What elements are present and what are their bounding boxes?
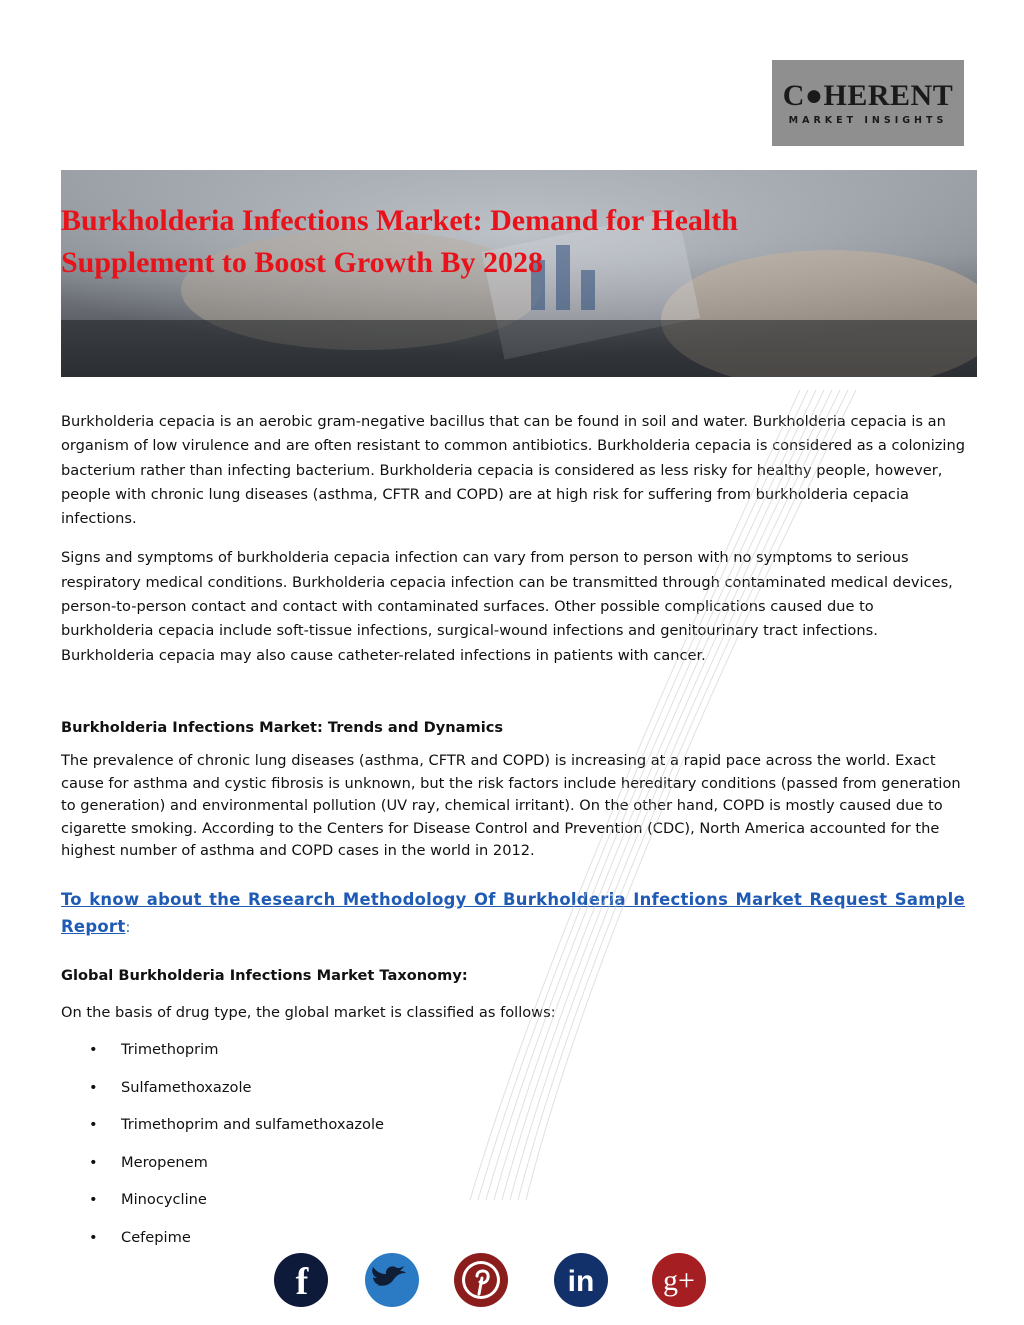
google-plus-icon (651, 1252, 713, 1308)
list-item-label: Meropenem (121, 1153, 208, 1171)
list-item (61, 1113, 965, 1137)
bullet-icon: • (89, 1078, 98, 1096)
facebook-icon (273, 1252, 329, 1308)
logo-wordmark: C●HERENT (782, 78, 954, 112)
list-item (61, 1038, 965, 1062)
list-item-label: Trimethoprim (121, 1040, 219, 1058)
article-body (61, 410, 965, 1264)
linkedin-icon (553, 1252, 609, 1308)
company-logo (772, 60, 964, 146)
trends-heading: Burkholderia Infections Market: Trends and Dynamics (61, 718, 504, 736)
facebook-glyph: f (295, 1261, 309, 1303)
bullet-icon: • (89, 1153, 98, 1171)
list-item-label: Sulfamethoxazole (121, 1078, 252, 1096)
taxonomy-intro: On the basis of drug type, the global market is classified as follows: (61, 1003, 556, 1021)
taxonomy-heading: Global Burkholderia Infections Market Taxonomy: (61, 966, 468, 984)
hero-banner (61, 170, 977, 377)
intro-paragraph-2: Signs and symptoms of burkholderia cepacia infection can vary from person to person with no symptoms to serious respiratory medical conditions. Burkholderia cepacia infection can be transmitted through contaminated medical devices, person-to-person contact and contact with contaminated surfaces. Other possible complications caused due to burkholderia cepacia include soft-tissue infections, surgical-wound infections and genitourinary tract infections. Burkholderia cepacia may also cause catheter-related infections in patients with cancer. (61, 549, 953, 664)
bullet-icon: • (89, 1116, 98, 1134)
list-item-label: Cefepime (121, 1228, 191, 1246)
logo-tagline: MARKET INSIGHTS (788, 114, 948, 126)
sample-report-link[interactable]: To know about the Research Methodology Of Burkholderia Infections Market Request Sample Report (61, 889, 965, 936)
intro-paragraph-1: Burkholderia cepacia is an aerobic gram-negative bacillus that can be found in soil and water. Burkholderia cepacia is an organism of low virulence and are often resistant to common antibiotics. Burkholderia cepacia is considered as a colonizing bacterium rather than infecting bacterium. Burkholderia cepacia is considered as less risky for healthy people, however, people with chronic lung diseases (asthma, CFTR and COPD) are at high risk for suffering from burkholderia cepacia infections. (61, 413, 965, 528)
google-plus-glyph: g+ (663, 1264, 695, 1297)
google-plus-share-button[interactable] (651, 1252, 707, 1308)
list-item-label: Trimethoprim and sulfamethoxazole (121, 1116, 385, 1134)
pinterest-icon (453, 1252, 509, 1308)
list-item (61, 1151, 965, 1175)
article-title: Burkholderia Infections Market: Demand for Health Supplement to Boost Growth By 2028 (61, 204, 738, 279)
trends-paragraph: The prevalence of chronic lung diseases (asthma, CFTR and COPD) is increasing at a rapid pace across the world. Exact cause for asthma and cystic fibrosis is unknown, but the risk factors include hereditary conditions (passed from generation to generation) and environmental pollution (UV ray, chemical irritant). On the other hand, COPD is mostly caused due to cigarette smoking. According to the Centers for Disease Control and Prevention (CDC), North America accounted for the highest number of asthma and COPD cases in the world in 2012. (61, 751, 961, 860)
list-item-label: Minocycline (121, 1191, 207, 1209)
social-share-bar (273, 1252, 713, 1310)
linkedin-share-button[interactable] (553, 1252, 609, 1308)
pinterest-share-button[interactable] (453, 1252, 509, 1308)
drug-type-list (61, 1038, 965, 1250)
link-colon: : (125, 918, 131, 936)
bullet-icon: • (89, 1191, 98, 1209)
sample-report-link-paragraph (61, 887, 965, 941)
list-item (61, 1188, 965, 1212)
facebook-share-button[interactable] (273, 1252, 329, 1308)
list-item (61, 1226, 965, 1250)
linkedin-glyph: in (567, 1265, 595, 1298)
bullet-icon: • (89, 1040, 98, 1058)
list-item (61, 1076, 965, 1100)
twitter-icon (364, 1252, 420, 1308)
bullet-icon: • (89, 1228, 98, 1246)
twitter-share-button[interactable] (364, 1252, 420, 1308)
